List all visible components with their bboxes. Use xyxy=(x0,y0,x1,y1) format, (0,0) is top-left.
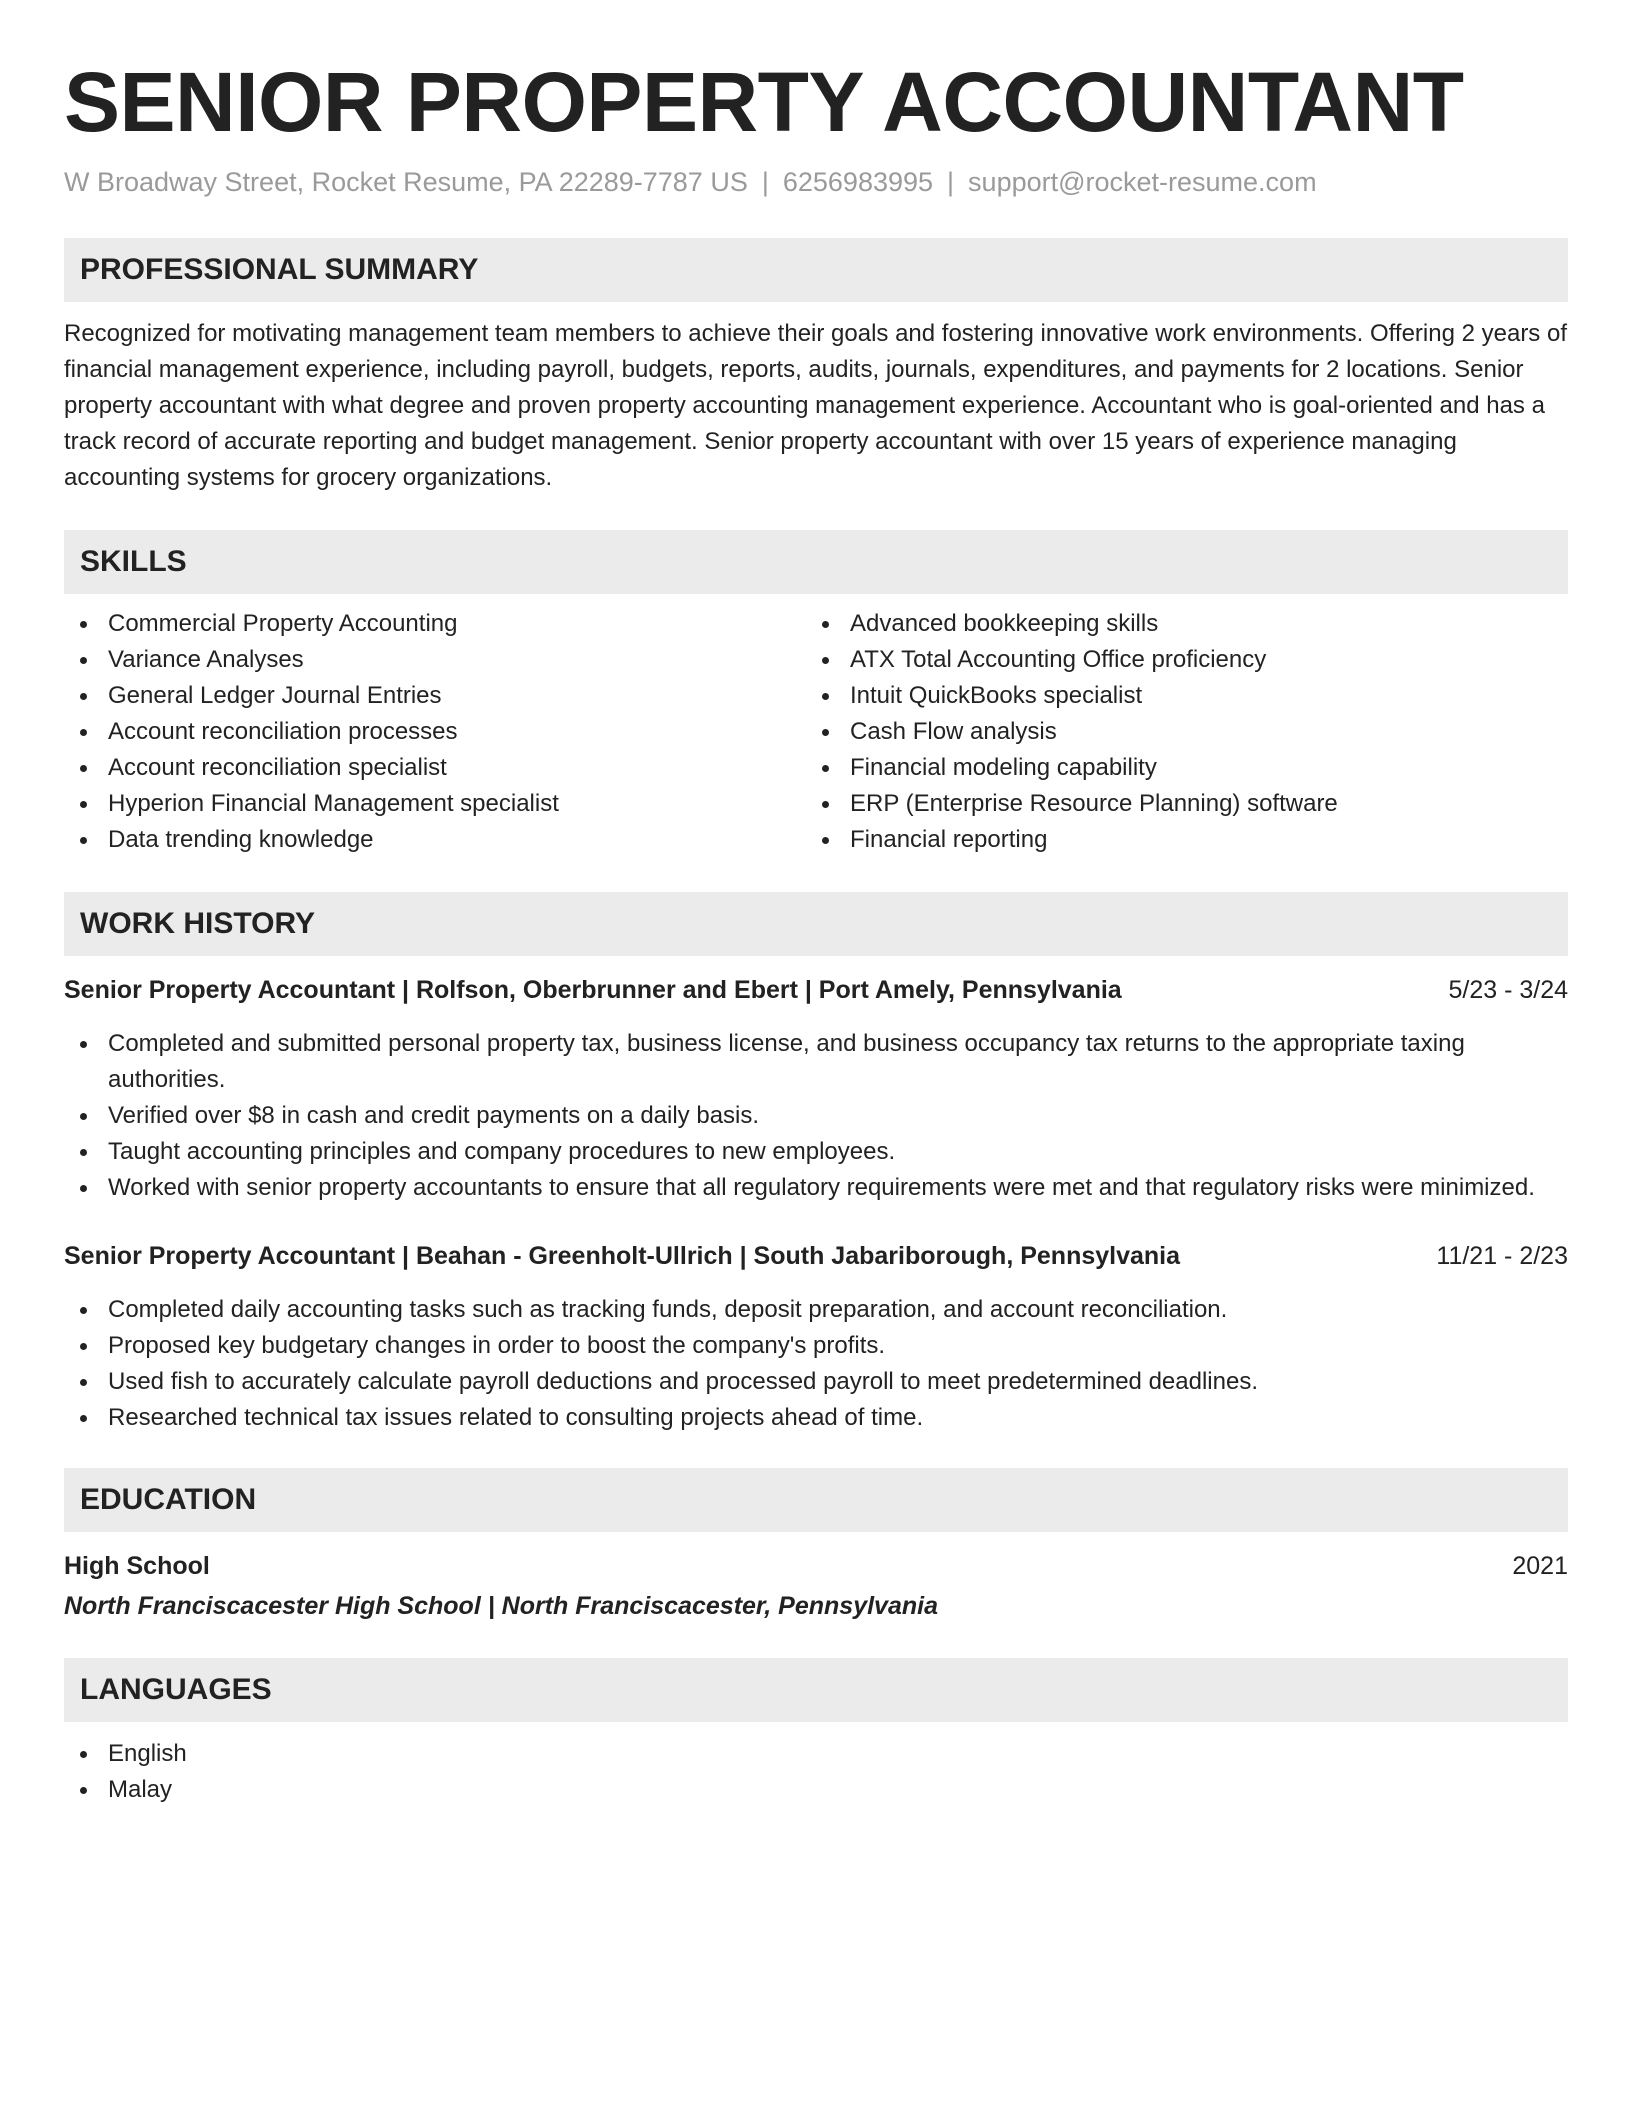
job-header xyxy=(64,1238,1568,1274)
job-dates: 11/21 - 2/23 xyxy=(1436,1242,1568,1270)
job-header xyxy=(64,972,1568,1008)
language-item: Malay xyxy=(64,1772,1568,1808)
skills-section xyxy=(64,530,1568,858)
job-bullets xyxy=(64,1026,1568,1206)
job-dates: 5/23 - 3/24 xyxy=(1448,976,1568,1004)
education-heading: EDUCATION xyxy=(64,1468,1568,1532)
skills-list-left xyxy=(64,606,806,858)
contact-email: support@rocket-resume.com xyxy=(968,167,1317,197)
skills-list-right xyxy=(806,606,1548,858)
skills-heading: SKILLS xyxy=(64,530,1568,594)
skill-item: Advanced bookkeeping skills xyxy=(806,606,1548,642)
contact-address: W Broadway Street, Rocket Resume, PA 22289-7787 US xyxy=(64,167,748,197)
skill-item: ATX Total Accounting Office proficiency xyxy=(806,642,1548,678)
languages-list xyxy=(64,1736,1568,1808)
skill-item: Intuit QuickBooks specialist xyxy=(806,678,1548,714)
skill-item: Commercial Property Accounting xyxy=(64,606,806,642)
work-section xyxy=(64,892,1568,1436)
job-bullet: Researched technical tax issues related to consulting projects ahead of time. xyxy=(64,1400,1568,1436)
job-title: Senior Property Accountant | Beahan - Greenholt-Ullrich | South Jabariborough, Pennsylvania xyxy=(64,1242,1181,1270)
skill-item: Hyperion Financial Management specialist xyxy=(64,786,806,822)
skills-grid xyxy=(64,606,1568,858)
skill-item: Financial reporting xyxy=(806,822,1548,858)
resume-name: SENIOR PROPERTY ACCOUNTANT xyxy=(64,55,1464,149)
skill-item: Account reconciliation specialist xyxy=(64,750,806,786)
skill-item: Data trending knowledge xyxy=(64,822,806,858)
contact-phone: 6256983995 xyxy=(782,167,934,197)
job-entry xyxy=(64,972,1568,1206)
job-bullet: Taught accounting principles and company procedures to new employees. xyxy=(64,1134,1568,1170)
contact-separator: | xyxy=(947,167,955,197)
skill-item: Variance Analyses xyxy=(64,642,806,678)
job-entry xyxy=(64,1238,1568,1436)
skill-item: Cash Flow analysis xyxy=(806,714,1548,750)
job-bullet: Completed and submitted personal property tax, business license, and business occupancy tax returns to the appropriate taxing authorities. xyxy=(64,1026,1568,1098)
languages-heading: LANGUAGES xyxy=(64,1658,1568,1722)
job-bullets xyxy=(64,1292,1568,1436)
skill-item: General Ledger Journal Entries xyxy=(64,678,806,714)
job-title: Senior Property Accountant | Rolfson, Oberbrunner and Ebert | Port Amely, Pennsylvania xyxy=(64,976,1122,1004)
skill-item: Financial modeling capability xyxy=(806,750,1548,786)
summary-section xyxy=(64,238,1568,496)
language-item: English xyxy=(64,1736,1568,1772)
education-section xyxy=(64,1468,1568,1624)
skill-item: Account reconciliation processes xyxy=(64,714,806,750)
contact-separator: | xyxy=(761,167,769,197)
work-heading: WORK HISTORY xyxy=(64,892,1568,956)
job-bullet: Worked with senior property accountants to ensure that all regulatory requirements were met and that regulatory risks were minimized. xyxy=(64,1170,1568,1206)
education-header xyxy=(64,1548,1568,1584)
education-school: North Franciscacester High School | North Franciscacester, Pennsylvania xyxy=(64,1592,938,1620)
education-year: 2021 xyxy=(1512,1552,1568,1580)
summary-text: Recognized for motivating management team members to achieve their goals and fostering innovative work environments. Offering 2 years of financial management experience, including payroll, budgets, reports, audits, journals, expenditures, and payments for 2 locations. Senior property accountant with what degree and proven property accounting management experience. Accountant who is goal-oriented and has a track record of accurate reporting and budget management. Senior property accountant with over 15 years of experience managing accounting systems for grocery organizations. xyxy=(64,320,1567,491)
summary-heading: PROFESSIONAL SUMMARY xyxy=(64,238,1568,302)
contact-line xyxy=(64,164,1568,200)
education-degree: High School xyxy=(64,1552,210,1580)
languages-section xyxy=(64,1658,1568,1808)
job-bullet: Proposed key budgetary changes in order to boost the company's profits. xyxy=(64,1328,1568,1364)
job-bullet: Used fish to accurately calculate payroll deductions and processed payroll to meet predetermined deadlines. xyxy=(64,1364,1568,1400)
job-bullet: Verified over $8 in cash and credit payments on a daily basis. xyxy=(64,1098,1568,1134)
skill-item: ERP (Enterprise Resource Planning) software xyxy=(806,786,1548,822)
job-bullet: Completed daily accounting tasks such as tracking funds, deposit preparation, and account reconciliation. xyxy=(64,1292,1568,1328)
